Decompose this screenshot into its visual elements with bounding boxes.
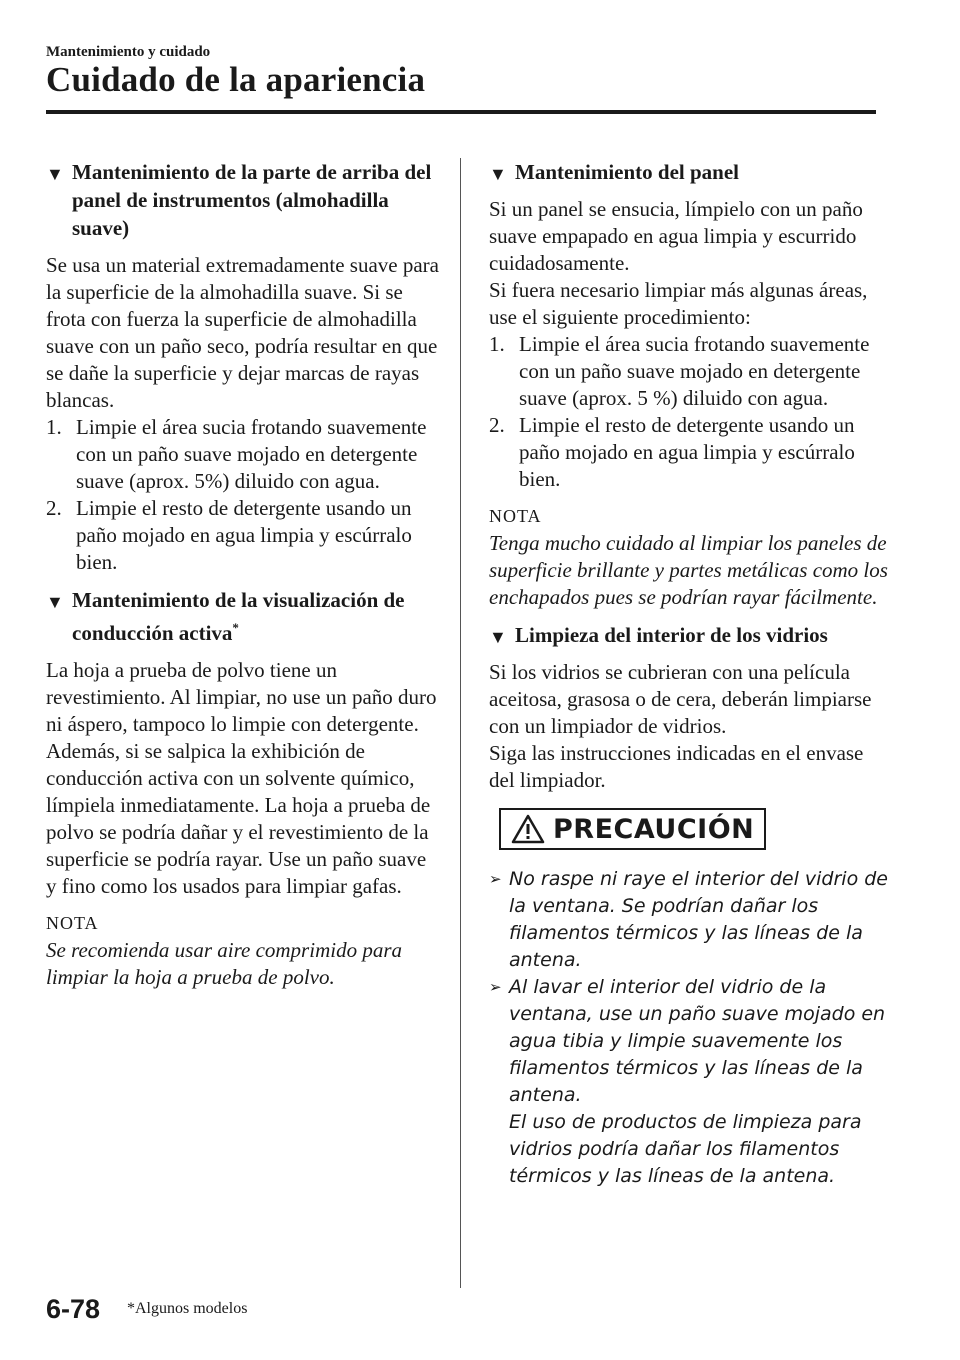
triangle-bullet-icon: ▼ <box>489 627 507 647</box>
list-item: 1. Limpie el área sucia frotando suavemente con un paño suave mojado en detergente suave (aprox. 5 %) diluido con agua. <box>489 332 870 410</box>
section-heading-active-display: ▼ Mantenimiento de la visualización de conducción activa* <box>46 588 405 645</box>
page-number: 6-78 <box>46 1294 101 1324</box>
triangle-bullet-icon: ▼ <box>489 164 507 184</box>
list-item: ➢ No raspe ni raye el interior del vidrio de la ventana. Se podrían dañar los filamentos térmicos y las líneas de la antena. <box>489 868 888 971</box>
list-item: ➢ Al lavar el interior del vidrio de la ventana, use un paño suave mojado en agua tibia y limpie suavemente los filamentos térmicos y las líneas de la antena. El uso de productos de limpieza para vidrios podría dañar los filamentos térmicos y las líneas de la antena. <box>489 976 886 1187</box>
note-label: NOTA <box>46 913 99 933</box>
header-divider <box>46 110 876 114</box>
triangle-bullet-icon: ▼ <box>46 592 64 612</box>
arrow-bullet-icon: ➢ <box>489 978 502 996</box>
triangle-bullet-icon: ▼ <box>46 164 64 184</box>
panel-steps <box>489 331 889 493</box>
note-label: NOTA <box>489 506 542 526</box>
section-heading-soft-pad: ▼ Mantenimiento de la parte de arriba del panel de instrumentos (almohadilla suave) <box>46 160 432 240</box>
right-column <box>489 158 889 1190</box>
glass-paragraph: Siga las instrucciones indicadas en el envase del limpiador. <box>489 741 864 792</box>
section-heading-glass: ▼ Limpieza del interior de los vidrios <box>489 621 889 649</box>
panel-paragraph: Si fuera necesario limpiar más algunas áreas, use el siguiente procedimiento: <box>489 278 868 329</box>
list-item: 2. Limpie el resto de detergente usando un paño mojado en agua limpia y escúrralo bien. <box>46 496 412 574</box>
warning-triangle-icon <box>511 814 545 844</box>
note-text: Tenga mucho cuidado al limpiar los paneles de superficie brillante y partes metálicas como los enchapados pues se podrían rayar fácilmente. <box>489 531 888 609</box>
list-item: 2. Limpie el resto de detergente usando un paño mojado en agua limpia y escúrralo bien. <box>489 413 855 491</box>
panel-paragraph: Si un panel se ensucia, límpielo con un paño suave empapado en agua limpia y escurrido cuidadosamente. <box>489 197 863 275</box>
section-label: Mantenimiento y cuidado <box>46 44 211 60</box>
caution-list <box>489 866 889 1190</box>
section-heading-panel: ▼ Mantenimiento del panel <box>489 158 889 186</box>
active-display-paragraph: La hoja a prueba de polvo tiene un revestimiento. Al limpiar, no use un paño duro ni áspero, tampoco lo limpie con detergente. Además, si se salpica la exhibición de conducción activa con un solvente químico, límpiela inmediatamente. La hoja a prueba de polvo se podría dañar y el revestimiento de la superficie se podría rayar. Use un paño suave y fino como los usados para limpiar gafas. <box>46 658 437 898</box>
glass-paragraph: Si los vidrios se cubrieran con una película aceitosa, grasosa o de cera, deberán limpiarse con un limpiador de vidrios. <box>489 660 872 738</box>
column-divider <box>460 158 461 1288</box>
arrow-bullet-icon: ➢ <box>489 870 502 888</box>
caution-banner: PRECAUCIÓN <box>499 808 766 850</box>
page-title: Cuidado de la apariencia <box>46 60 426 99</box>
note-text: Se recomienda usar aire comprimido para limpiar la hoja a prueba de polvo. <box>46 938 402 989</box>
soft-pad-steps <box>46 414 441 576</box>
footnote: *Algunos modelos <box>127 1300 248 1317</box>
left-column <box>46 158 441 991</box>
footnote-marker: * <box>232 620 239 635</box>
soft-pad-paragraph: Se usa un material extremadamente suave para la superficie de la almohadilla suave. Si se frota con fuerza la superficie de almohadilla suave con un paño seco, podría resultar en que se dañe la superficie y dejar marcas de rayas blancas. <box>46 253 439 412</box>
list-item: 1. Limpie el área sucia frotando suavemente con un paño suave mojado en detergente suave (aprox. 5%) diluido con agua. <box>46 415 427 493</box>
